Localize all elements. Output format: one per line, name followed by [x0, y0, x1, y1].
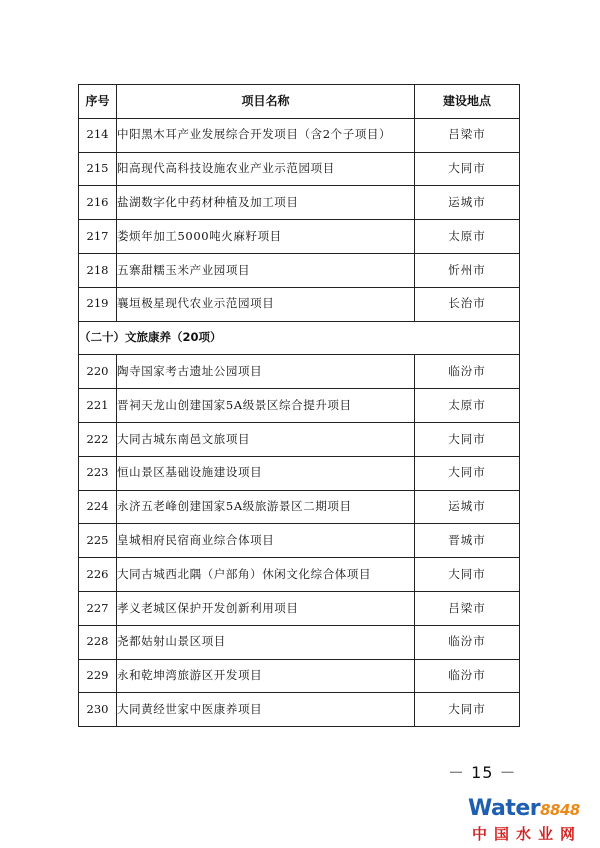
- header-serial-number: 序号: [79, 85, 117, 119]
- table-row: [79, 389, 520, 423]
- watermark-brand-letters: Water: [468, 796, 541, 821]
- row-project-name: 大同古城东南邑文旅项目: [117, 422, 415, 456]
- watermark-logo: [468, 796, 596, 844]
- table-row: [79, 625, 520, 659]
- table-row: [79, 422, 520, 456]
- row-location: 大同市: [415, 693, 520, 727]
- row-project-name: 永济五老峰创建国家5A级旅游景区二期项目: [117, 490, 415, 524]
- row-location: 运城市: [415, 186, 520, 220]
- watermark-brand-number: 8848: [540, 801, 580, 819]
- row-project-name: 陶寺国家考古遗址公园项目: [117, 355, 415, 389]
- table-row: [79, 220, 520, 254]
- row-project-name: 尧都姑射山景区项目: [117, 625, 415, 659]
- row-location: 大同市: [415, 456, 520, 490]
- header-location: 建设地点: [415, 85, 520, 119]
- row-number: 226: [79, 558, 117, 592]
- row-location: 晋城市: [415, 524, 520, 558]
- row-number: 223: [79, 456, 117, 490]
- row-number: 219: [79, 287, 117, 321]
- row-number: 217: [79, 220, 117, 254]
- section-heading: （二十）文旅康养（20项）: [79, 321, 520, 355]
- project-table: [78, 84, 520, 727]
- table-header-row: [79, 85, 520, 119]
- table-row: [79, 456, 520, 490]
- page-number: － 15 －: [448, 763, 517, 782]
- table-row: [79, 355, 520, 389]
- row-number: 229: [79, 659, 117, 693]
- row-project-name: 娄烦年加工5000吨火麻籽项目: [117, 220, 415, 254]
- row-project-name: 五寨甜糯玉米产业园项目: [117, 253, 415, 287]
- row-number: 220: [79, 355, 117, 389]
- table-row: [79, 186, 520, 220]
- row-project-name: 皇城相府民宿商业综合体项目: [117, 524, 415, 558]
- row-location: 大同市: [415, 152, 520, 186]
- watermark-brand: [468, 796, 580, 821]
- table-row: [79, 287, 520, 321]
- row-project-name: 大同黄经世家中医康养项目: [117, 693, 415, 727]
- table-row: [79, 118, 520, 152]
- row-project-name: 孝义老城区保护开发创新利用项目: [117, 591, 415, 625]
- table-row: [79, 591, 520, 625]
- row-project-name: 恒山景区基础设施建设项目: [117, 456, 415, 490]
- row-number: 221: [79, 389, 117, 423]
- row-number: 218: [79, 253, 117, 287]
- row-location: 临汾市: [415, 355, 520, 389]
- row-location: 太原市: [415, 220, 520, 254]
- row-location: 运城市: [415, 490, 520, 524]
- table-row: [79, 558, 520, 592]
- table-row: [79, 253, 520, 287]
- row-number: 224: [79, 490, 117, 524]
- row-project-name: 襄垣极星现代农业示范园项目: [117, 287, 415, 321]
- row-number: 225: [79, 524, 117, 558]
- table-row: [79, 490, 520, 524]
- row-location: 吕梁市: [415, 118, 520, 152]
- table-row: [79, 524, 520, 558]
- header-project-name: 项目名称: [117, 85, 415, 119]
- row-project-name: 永和乾坤湾旅游区开发项目: [117, 659, 415, 693]
- row-number: 227: [79, 591, 117, 625]
- row-location: 大同市: [415, 422, 520, 456]
- watermark-chinese-name: 中国水业网: [472, 825, 583, 843]
- row-project-name: 大同古城西北隅（户部角）休闲文化综合体项目: [117, 558, 415, 592]
- row-location: 临汾市: [415, 625, 520, 659]
- row-location: 忻州市: [415, 253, 520, 287]
- row-location: 吕梁市: [415, 591, 520, 625]
- table-row: [79, 659, 520, 693]
- row-number: 216: [79, 186, 117, 220]
- row-number: 214: [79, 118, 117, 152]
- row-project-name: 中阳黑木耳产业发展综合开发项目（含2个子项目）: [117, 118, 415, 152]
- section-row: [79, 321, 520, 355]
- row-project-name: 阳高现代高科技设施农业产业示范园项目: [117, 152, 415, 186]
- table-row: [79, 152, 520, 186]
- row-location: 大同市: [415, 558, 520, 592]
- row-number: 230: [79, 693, 117, 727]
- row-location: 太原市: [415, 389, 520, 423]
- row-location: 长治市: [415, 287, 520, 321]
- table-row: [79, 693, 520, 727]
- row-location: 临汾市: [415, 659, 520, 693]
- row-number: 228: [79, 625, 117, 659]
- row-number: 222: [79, 422, 117, 456]
- row-project-name: 盐湖数字化中药材种植及加工项目: [117, 186, 415, 220]
- row-project-name: 晋祠天龙山创建国家5A级景区综合提升项目: [117, 389, 415, 423]
- row-number: 215: [79, 152, 117, 186]
